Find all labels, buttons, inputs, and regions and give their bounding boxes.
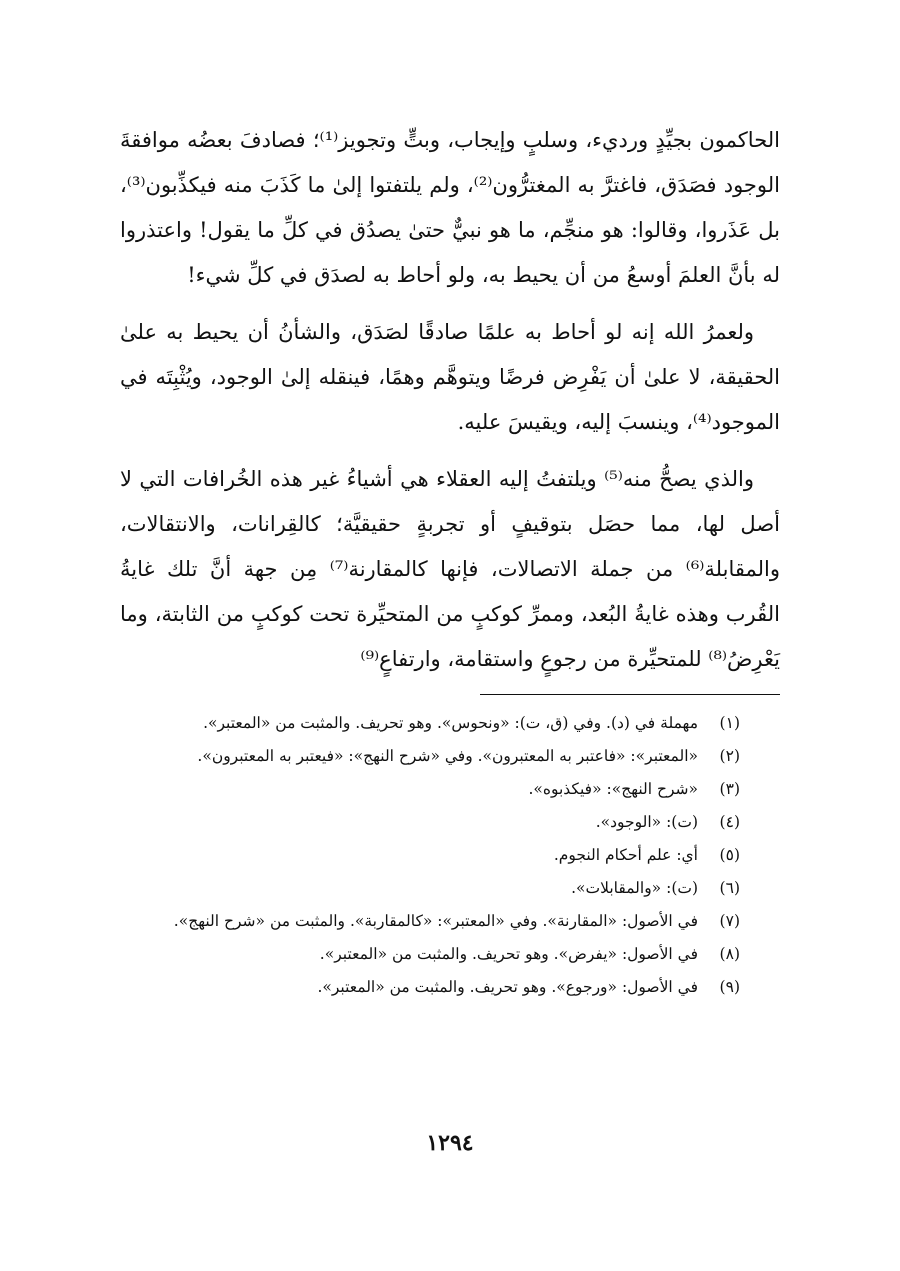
footnote-divider: [480, 694, 780, 695]
footnote-3: [120, 773, 740, 806]
footnote-4: [120, 806, 740, 839]
footnote-number: (٤): [719, 813, 740, 831]
footnote-text: في الأصول: «يفرض». وهو تحريف. والمثبت من «المعتبر».: [319, 945, 698, 963]
footnote-text: (ت): «الوجود».: [595, 813, 698, 831]
footnote-number: (٧): [719, 912, 740, 930]
footnote-number: (٥): [719, 846, 740, 864]
footnote-text: في الأصول: «المقارنة». وفي «المعتبر»: «كالمقاربة». والمثبت من «شرح النهج».: [173, 912, 698, 930]
footnote-number: (٨): [719, 945, 740, 963]
footnote-9: [120, 971, 740, 1004]
footnote-number: (٢): [719, 747, 740, 765]
footnote-text: في الأصول: «ورجوع». وهو تحريف. والمثبت من «المعتبر».: [317, 978, 698, 996]
footnote-2: [120, 740, 740, 773]
footnote-number: (٩): [719, 978, 740, 996]
footnote-1: [120, 707, 740, 740]
footnote-text: (ت): «والمقابلات».: [571, 879, 698, 897]
footnote-text: أي: علم أحكام النجوم.: [553, 846, 698, 864]
footnote-6: [120, 872, 740, 905]
footnote-number: (٦): [719, 879, 740, 897]
paragraph-2: ولعمرُ الله إنه لو أحاط به علمًا صادقًا لصَدَق، والشأنُ أن يحيط به علىٰ الحقيقة، لا علىٰ أن يَفْرِض فرضًا ويتوهَّم وهمًا، فينقله إلىٰ الوجود، ويُثْبِتَه في الموجود⁽⁴⁾، وينسبَ إليه، ويقيسَ عليه.: [120, 320, 780, 434]
footnote-number: (٣): [719, 780, 740, 798]
paragraph-3: والذي يصحُّ منه⁽⁵⁾ ويلتفتُ إليه العقلاء هي أشياءُ غير هذه الخُرافات التي لا أصل لها، مما حصَل بتوقيفٍ أو تجربةٍ حقيقيَّة؛ كالقِرانات، والانتقالات، والمقابلة⁽⁶⁾ من جملة الاتصالات، فإنها كالمقارنة⁽⁷⁾ مِن جهة أنَّ تلك غايةُ القُرب وهذه غايةُ البُعد، وممرِّ كوكبٍ من المتحيِّرة تحت كوكبٍ من الثابتة، وما يَعْرِضُ⁽⁸⁾ للمتحيِّرة من رجوعٍ واستقامة، وارتفاعٍ⁽⁹⁾: [120, 467, 780, 671]
footnote-text: «المعتبر»: «فاعتبر به المعتبرون». وفي «شرح النهج»: «فيعتبر به المعتبرون».: [197, 747, 698, 765]
page-number: ١٢٩٤: [426, 1130, 474, 1156]
main-text: [120, 118, 780, 682]
footnote-number: (١): [719, 714, 740, 732]
footnotes: [120, 707, 780, 1004]
footnote-5: [120, 839, 740, 872]
footnote-text: «شرح النهج»: «فيكذبوه».: [528, 780, 698, 798]
footnote-7: [120, 905, 740, 938]
paragraph-1: الحاكمون بجيِّدٍ ورديء، وسلبٍ وإيجاب، وبتٍّ وتجويز⁽¹⁾؛ فصادفَ بعضُه موافقةَ الوجود فصَدَق، فاغترَّ به المغترُّون⁽²⁾، ولم يلتفتوا إلىٰ ما كَذَبَ منه فيكذِّبون⁽³⁾، بل عَذَروا، وقالوا: هو منجِّم، ما هو نبيٌّ حتىٰ يصدُق في كلِّ ما يقول! واعتذروا له بأنَّ العلمَ أوسعُ من أن يحيط به، ولو أحاط به لصدَق في كلِّ شيء!: [120, 128, 780, 287]
footnote-8: [120, 938, 740, 971]
footnote-text: مهملة في (د). وفي (ق، ت): «ونحوس». وهو تحريف. والمثبت من «المعتبر».: [203, 714, 698, 732]
